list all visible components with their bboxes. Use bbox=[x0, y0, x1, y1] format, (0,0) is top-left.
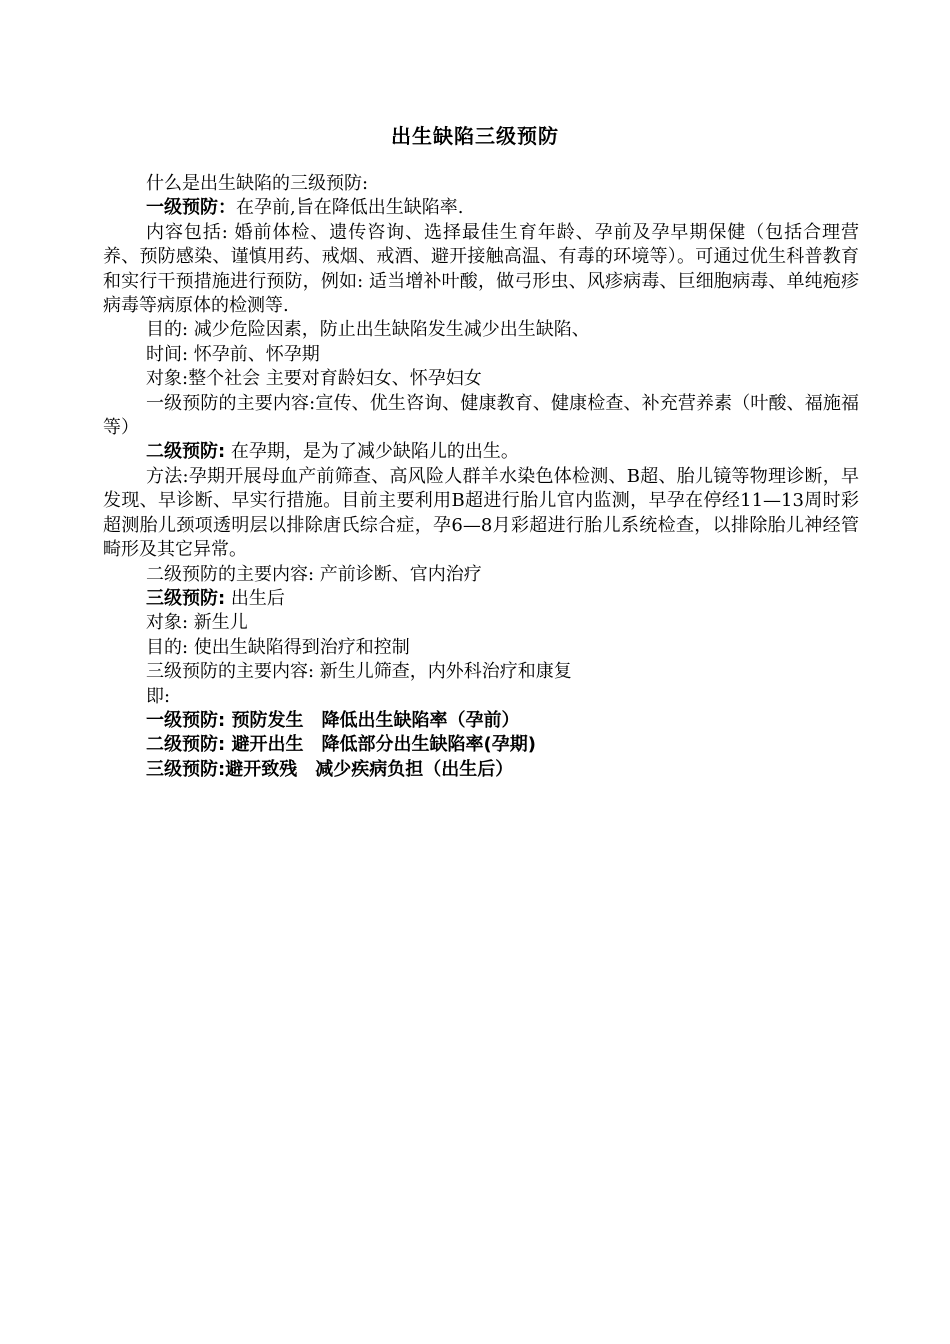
document-title: 出生缺陷三级预防 bbox=[391, 124, 559, 148]
level2-heading-paragraph bbox=[103, 440, 859, 464]
level1-time-paragraph: 时间: 怀孕前、怀孕期 bbox=[146, 343, 320, 365]
level3-main-paragraph: 三级预防的主要内容: 新生儿筛查，内外科治疗和康复 bbox=[146, 661, 572, 683]
summary-level3: 三级预防:避开致残 减少疾病负担（出生后） bbox=[146, 758, 514, 780]
summary-level1: 一级预防: 预防发生 降低出生缺陷率（孕前） bbox=[146, 709, 520, 731]
level1-content-paragraph: 内容包括: 婚前体检、遗传咨询、选择最佳生育年龄、孕前及孕早期保健（包括合理营养、预防感染、谨慎用药、戒烟、戒酒、避开接触高温、有毒的环境等）。可通过优生科普教育和实行干预措施进行预防，例如: 适当增补叶酸，做弓形虫、风疹病毒、巨细胞病毒、单纯疱疹病毒等病原体的检测等. bbox=[103, 221, 859, 317]
document-body bbox=[103, 172, 859, 782]
level1-main-paragraph: 一级预防的主要内容:宣传、优生咨询、健康教育、健康检查、补充营养素（叶酸、福施福等） bbox=[103, 392, 859, 439]
level2-text: 在孕期，是为了减少缺陷儿的出生。 bbox=[225, 441, 519, 463]
level3-heading-paragraph bbox=[103, 587, 859, 611]
level1-heading-paragraph bbox=[103, 196, 859, 220]
level3-label: 三级预防: bbox=[146, 587, 226, 609]
level3-text: 出生后 bbox=[225, 587, 285, 609]
summary-intro-paragraph: 即: bbox=[146, 685, 171, 707]
level2-main-paragraph: 二级预防的主要内容: 产前诊断、官内治疗 bbox=[146, 563, 482, 585]
level3-target-paragraph: 对象: 新生儿 bbox=[146, 612, 248, 634]
level2-label: 二级预防: bbox=[146, 441, 226, 463]
level2-method-paragraph: 方法:孕期开展母血产前筛查、高风险人群羊水染色体检测、B超、胎儿镜等物理诊断，早发现、早诊断、早实行措施。目前主要利用B超进行胎儿官内监测，早孕在停经11—13周时彩超测胎儿颈项透明层以排除唐氏综合症，孕6—8月彩超进行胎儿系统检查，以排除胎儿神经管畸形及其它异常。 bbox=[103, 465, 859, 561]
summary-level2: 二级预防: 避开出生 降低部分出生缺陷率(孕期) bbox=[146, 734, 536, 756]
level3-purpose-paragraph: 目的: 使出生缺陷得到治疗和控制 bbox=[146, 636, 410, 658]
level1-purpose-paragraph: 目的: 减少危险因素，防止出生缺陷发生减少出生缺陷、 bbox=[146, 319, 590, 341]
level1-text: 在孕前,旨在降低出生缺陷率. bbox=[236, 197, 464, 219]
intro-paragraph: 什么是出生缺陷的三级预防: bbox=[146, 173, 369, 194]
level1-target-paragraph: 对象:整个社会 主要对育龄妇女、怀孕妇女 bbox=[146, 368, 482, 390]
level1-label: 一级预防： bbox=[146, 197, 236, 219]
